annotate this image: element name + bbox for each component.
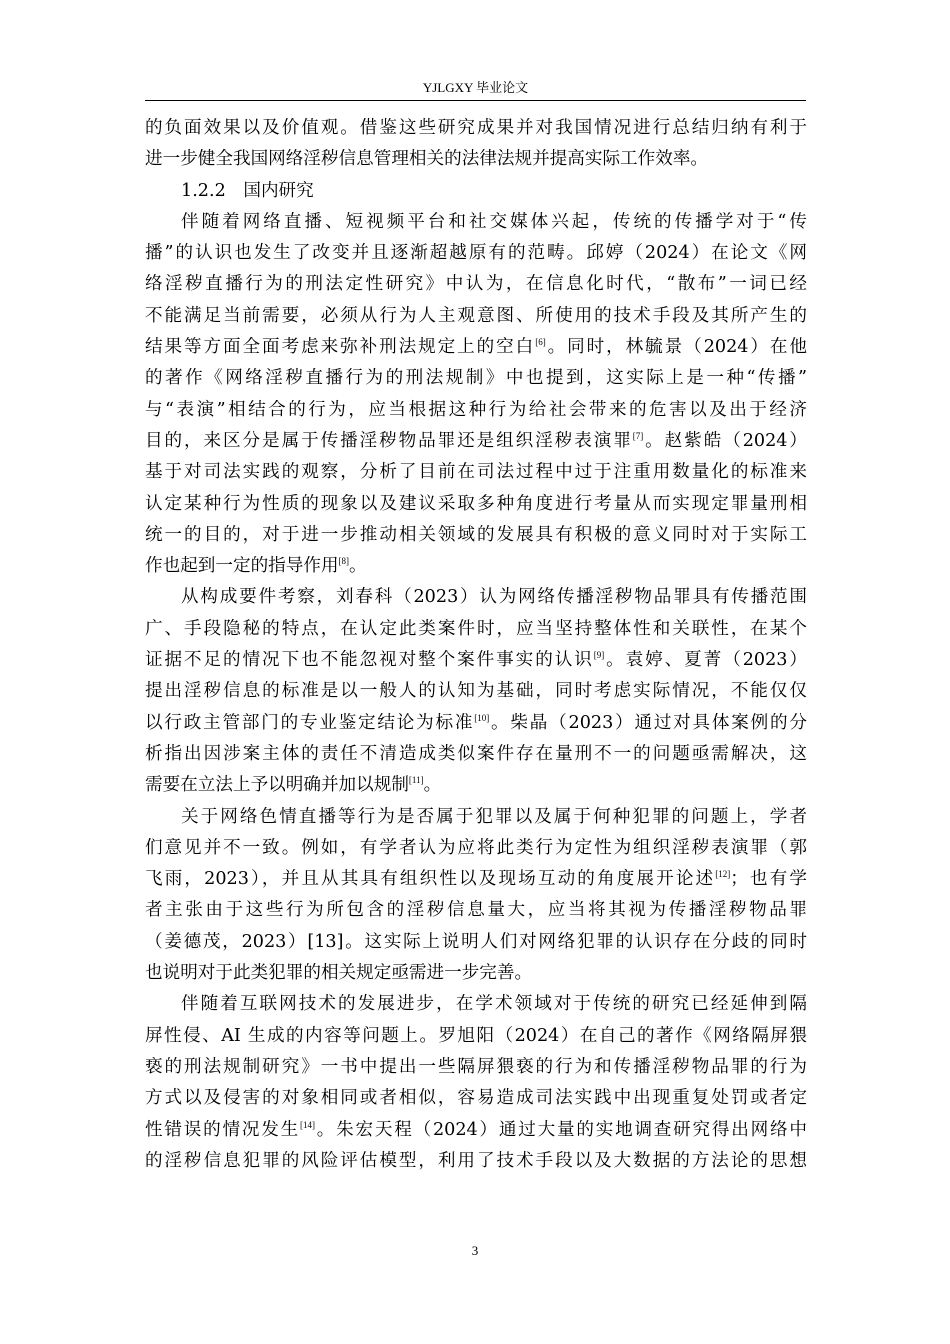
citation-mark: [10] xyxy=(474,712,490,723)
text-line xyxy=(145,238,807,269)
line-text: 基于对司法实践的观察，分析了目前在司法过程中过于注重用数量化的标准来 xyxy=(145,462,807,483)
text-line xyxy=(145,676,807,707)
text-line xyxy=(145,645,807,676)
line-text: 方式以及侵害的对象相同或者相似，容易造成司法实践中出现重复处罚或者定 xyxy=(145,1088,807,1109)
line-text: 者主张由于这些行为所包含的淫秽信息量大，应当将其视为传播淫秽物品罪 xyxy=(145,900,807,921)
text-line xyxy=(145,363,807,394)
line-text: 统一的目的，对于进一步推动相关领域的发展具有积极的意义同时对于实际工 xyxy=(145,524,807,545)
text-line xyxy=(145,144,807,175)
text-line xyxy=(145,582,807,613)
text-line xyxy=(145,489,807,520)
line-text: 播”的认识也发生了改变并且逐渐超越原有的范畴。邱婷（2024）在论文《网 xyxy=(145,243,807,264)
line-text: 析指出因涉案主体的责任不清造成类似案件存在量刑不一的问题亟需解决，这 xyxy=(145,743,807,764)
line-text: 们意见并不一致。例如，有学者认为应将此类行为定性为组织淫秽表演罪（郭 xyxy=(145,837,807,858)
line-text-after: 。赵紫皓（2024） xyxy=(643,430,807,451)
line-text: 目的，来区分是属于传播淫秽物品罪还是组织淫秽表演罪 xyxy=(145,430,633,451)
text-line xyxy=(145,520,807,551)
text-line xyxy=(145,1052,807,1083)
line-text: 的负面效果以及价值观。借鉴这些研究成果并对我国情况进行总结归纳有利于 xyxy=(145,118,807,138)
line-text: 作也起到一定的指导作用 xyxy=(145,556,339,577)
line-text: 提出淫秽信息的标准是以一般人的认知为基础，同时考虑实际情况，不能仅仅 xyxy=(145,681,807,702)
section-heading xyxy=(145,176,807,207)
line-text: 伴随着网络直播、短视频平台和社交媒体兴起，传统的传播学对于“传 xyxy=(181,211,807,232)
line-text: 与“表演”相结合的行为，应当根据这种行为给社会带来的危害以及出于经济 xyxy=(145,399,807,420)
text-line xyxy=(145,802,807,833)
text-line xyxy=(145,113,807,144)
citation-mark: [7] xyxy=(632,430,644,441)
text-line xyxy=(145,770,807,801)
line-text: 以行政主管部门的专业鉴定结论为标准 xyxy=(145,712,475,733)
line-text-after: 。袁婷、夏菁（2023） xyxy=(604,650,807,671)
line-text: 伴随着互联网技术的发展进步，在学术领域对于传统的研究已经延伸到隔 xyxy=(181,994,807,1015)
header-rule xyxy=(145,100,806,101)
text-line xyxy=(145,614,807,645)
text-line xyxy=(145,864,807,895)
line-text: 结果等方面全面考虑来弥补刑法规定上的空白 xyxy=(145,337,536,358)
text-line xyxy=(145,332,807,363)
text-line xyxy=(145,395,807,426)
line-text-after: 。 xyxy=(349,556,367,577)
line-text: 飞雨，2023），并且从其具有组织性以及现场互动的角度展开论述 xyxy=(145,869,716,890)
text-line xyxy=(145,833,807,864)
text-line xyxy=(145,739,807,770)
body-text xyxy=(145,113,807,1177)
text-line xyxy=(145,551,807,582)
line-text: （姜德茂，2023）[13]。这实际上说明人们对网络犯罪的认识存在分歧的同时 xyxy=(145,931,807,952)
text-line xyxy=(145,895,807,926)
text-line xyxy=(145,958,807,989)
line-text: 络淫秽直播行为的刑法定性研究》中认为，在信息化时代，“散布”一词已经 xyxy=(145,274,807,295)
text-line xyxy=(145,301,807,332)
line-text: 进一步健全我国网络淫秽信息管理相关的法律法规并提高实际工作效率。 xyxy=(145,149,709,170)
line-text: 的著作《网络淫秽直播行为的刑法规制》中也提到，这实际上是一种“传播” xyxy=(145,368,807,389)
line-text: 认定某种行为性质的现象以及建议采取多种角度进行考量从而实现定罪量刑相 xyxy=(145,493,807,514)
citation-mark: [12] xyxy=(715,869,731,880)
line-text: 1.2.2 国内研究 xyxy=(181,180,314,201)
text-line xyxy=(145,989,807,1020)
running-header: YJLGXY 毕业论文 xyxy=(422,80,529,95)
page-number: 3 xyxy=(471,1243,479,1258)
line-text-after: 。朱宏天程（2024）通过大量的实地调查研究得出网络中 xyxy=(314,1119,807,1140)
text-line xyxy=(145,1083,807,1114)
text-line xyxy=(145,708,807,739)
line-text: 的淫秽信息犯罪的风险评估模型，利用了技术手段以及大数据的方法论的思想 xyxy=(145,1150,807,1171)
citation-mark: [6] xyxy=(535,337,546,348)
citation-mark: [9] xyxy=(593,650,605,661)
line-text-after: 。同时，林毓景（2024）在他 xyxy=(545,337,807,358)
citation-mark: [11] xyxy=(408,775,424,786)
line-text: 从构成要件考察，刘春科（2023）认为网络传播淫秽物品罪具有传播范围 xyxy=(181,587,807,608)
line-text: 也说明对于此类犯罪的相关规定亟需进一步完善。 xyxy=(145,963,533,984)
text-line xyxy=(145,927,807,958)
citation-mark: [14] xyxy=(299,1119,315,1130)
line-text: 屏性侵、AI 生成的内容等问题上。罗旭阳（2024）在自己的著作《网络隔屏猥 xyxy=(145,1025,807,1046)
text-line xyxy=(145,207,807,238)
line-text: 证据不足的情况下也不能忽视对整个案件事实的认识 xyxy=(145,650,594,671)
text-line xyxy=(145,426,807,457)
text-line xyxy=(145,269,807,300)
line-text: 不能满足当前需要，必须从行为人主观意图、所使用的技术手段及其所产生的 xyxy=(145,305,807,326)
text-line xyxy=(145,457,807,488)
text-line xyxy=(145,1021,807,1052)
text-line xyxy=(145,1115,807,1146)
line-text: 亵的刑法规制研究》一书中提出一些隔屏猥亵的行为和传播淫秽物品罪的行为 xyxy=(145,1056,807,1077)
line-text: 性错误的情况发生 xyxy=(145,1119,300,1140)
line-text: 广、手段隐秘的特点，在认定此类案件时，应当坚持整体性和关联性，在某个 xyxy=(145,618,807,639)
line-text-after: ；也有学 xyxy=(730,869,807,890)
line-text: 关于网络色情直播等行为是否属于犯罪以及属于何种犯罪的问题上，学者 xyxy=(181,806,807,827)
line-text-after: 。 xyxy=(423,775,442,796)
line-text: 需要在立法上予以明确并加以规制 xyxy=(145,775,409,796)
citation-mark: [8] xyxy=(338,556,350,567)
line-text-after: 。柴晶（2023）通过对具体案例的分 xyxy=(489,712,807,733)
text-line xyxy=(145,1146,807,1177)
